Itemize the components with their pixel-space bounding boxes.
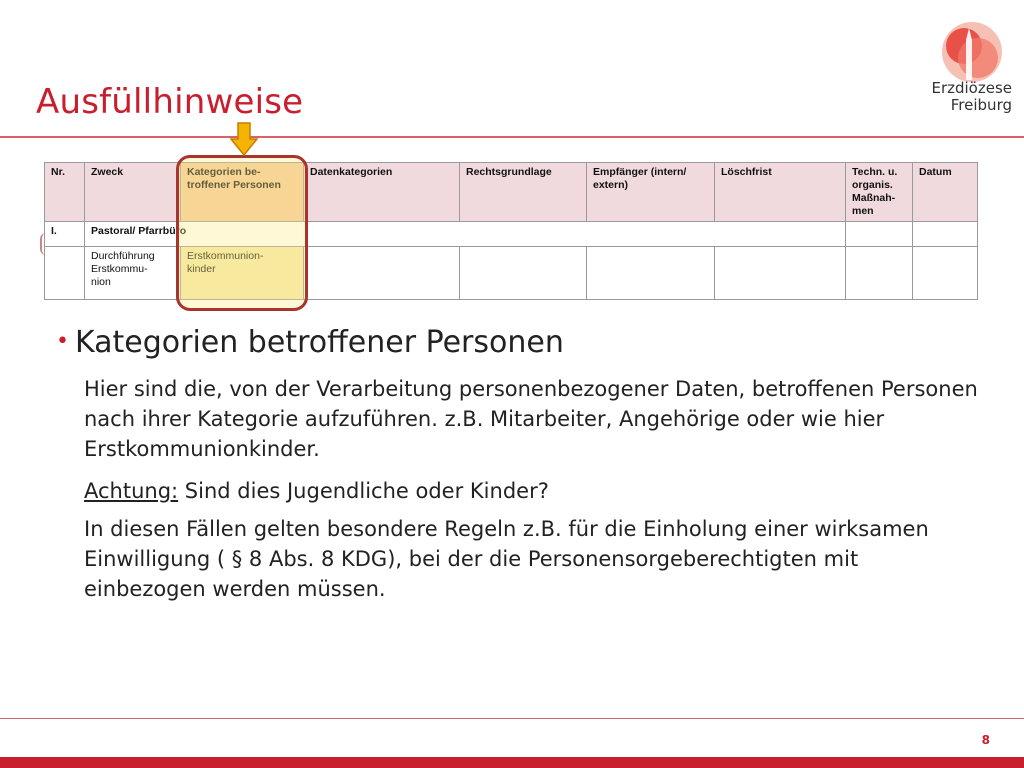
row-loeschfrist xyxy=(715,247,846,300)
section-heading xyxy=(56,325,564,360)
row-zweck: Durchführung Erstkommu- nion xyxy=(85,247,181,300)
paragraph-description: Hier sind die, von der Verarbeitung personenbezogener Daten, betroffenen Personen nach ihrer Kategorie aufzuführen. z.B. Mitarbeiter, Angehörige oder wie hier Erstkommunionkinder. xyxy=(84,377,978,461)
achtung-text: Sind dies Jugendliche oder Kinder? xyxy=(178,479,549,503)
section-nr: I. xyxy=(45,222,85,247)
header-rule xyxy=(0,136,1024,138)
section-label: Pastoral/ Pfarrbüro xyxy=(85,222,846,247)
footer-rule xyxy=(0,718,1024,719)
heading-text: Kategorien betroffener Personen xyxy=(74,325,564,360)
section-empty-2 xyxy=(913,222,978,247)
header-loeschfrist: Löschfrist xyxy=(715,163,846,222)
header-zweck: Zweck xyxy=(85,163,181,222)
logo-text xyxy=(882,80,1012,114)
achtung-label: Achtung: xyxy=(84,479,179,503)
footer-bar xyxy=(0,757,1024,768)
header-datum: Datum xyxy=(913,163,978,222)
row-datenkategorien xyxy=(304,247,460,300)
row-kategorie: Erstkommunion- kinder xyxy=(181,247,304,300)
page-number: 8 xyxy=(981,733,990,747)
logo-line1: Erzdiözese xyxy=(931,79,1012,97)
row-tom xyxy=(846,247,913,300)
header-rechtsgrundlage: Rechtsgrundlage xyxy=(460,163,587,222)
header-empfaenger: Empfänger (intern/ extern) xyxy=(587,163,715,222)
row-nr xyxy=(45,247,85,300)
row-rechtsgrundlage xyxy=(460,247,587,300)
header-kategorien: Kategorien be- troffener Personen xyxy=(181,163,304,222)
paragraph-rules: In diesen Fällen gelten besondere Regeln z.B. für die Einholung einer wirksamen Einwilligung ( § 8 Abs. 8 KDG), bei der die Personensorgeberechtigten mit einbezogen werden müssen. xyxy=(84,517,929,601)
header-tom: Techn. u. organis. Maßnah- men xyxy=(846,163,913,222)
column-highlight-frame xyxy=(176,155,308,311)
header-nr: Nr. xyxy=(45,163,85,222)
header-datenkategorien: Datenkategorien xyxy=(304,163,460,222)
arrow-down-icon xyxy=(230,122,258,156)
slide-title: Ausfüllhinweise xyxy=(36,82,304,122)
row-empfaenger xyxy=(587,247,715,300)
bullet-icon: • xyxy=(56,329,69,354)
logo-line2: Freiburg xyxy=(950,96,1012,114)
paragraph-achtung xyxy=(84,476,984,506)
row-datum xyxy=(913,247,978,300)
section-empty-1 xyxy=(846,222,913,247)
